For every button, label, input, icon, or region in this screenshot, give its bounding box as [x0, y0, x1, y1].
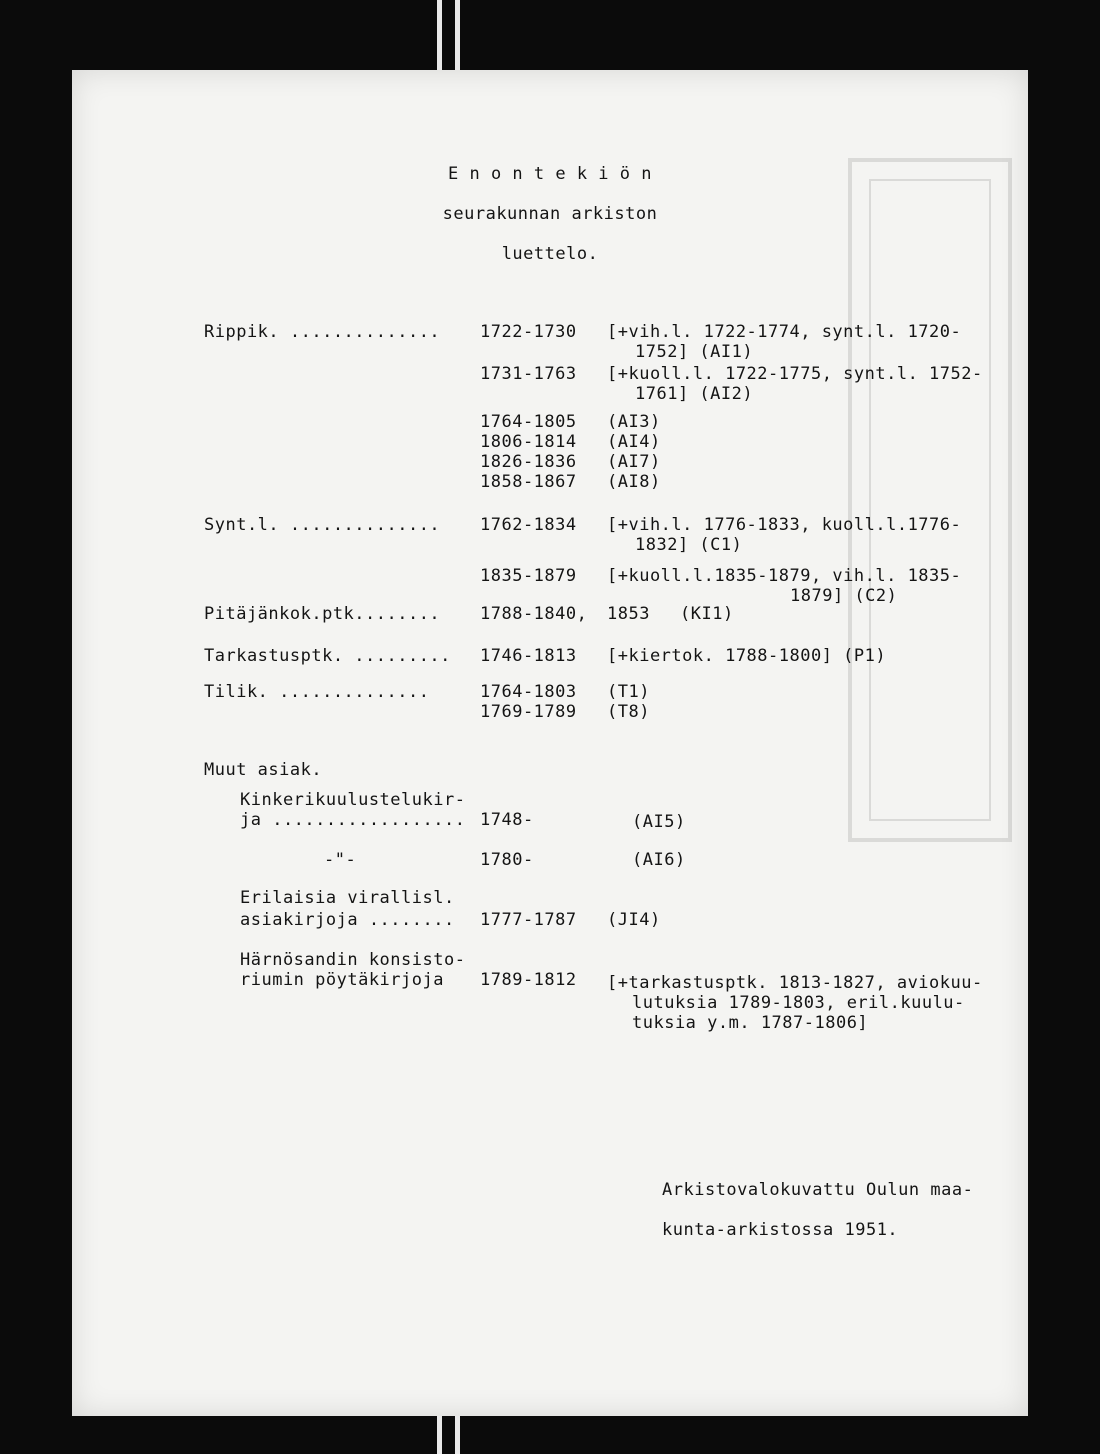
- synt-label: Synt.l. ..............: [204, 515, 441, 535]
- synt-note-2b: 1879] (C2): [790, 586, 898, 606]
- kinkeri-label-b: ja ..................: [240, 810, 466, 830]
- rippik-years-6: 1858-1867: [480, 472, 577, 492]
- synt-years-1: 1762-1834: [480, 515, 577, 535]
- rippik-note-2b: 1761] (AI2): [635, 384, 754, 404]
- rippik-code-3: (AI3): [607, 412, 661, 432]
- pitajankok-extra: 1853: [607, 604, 650, 624]
- harnosand-years: 1789-1812: [480, 970, 577, 990]
- muut-heading: Muut asiak.: [204, 760, 323, 780]
- erilaisia-label-b: asiakirjoja ........: [240, 910, 455, 930]
- synt-note-1a: [+vih.l. 1776-1833, kuoll.l.1776-: [607, 515, 962, 535]
- footer-note-line2: kunta-arkistossa 1951.: [662, 1220, 899, 1240]
- tarkastusptk-note: [+kiertok. 1788-1800] (P1): [607, 646, 887, 666]
- kinkeri-label-a: Kinkerikuulustelukir-: [240, 790, 466, 810]
- rippik-label: Rippik. ..............: [204, 322, 441, 342]
- rippik-note-1b: 1752] (AI1): [635, 342, 754, 362]
- kinkeri-code: (AI5): [632, 812, 686, 832]
- footer-note-line1: Arkistovalokuvattu Oulun maa-: [662, 1180, 974, 1200]
- harnosand-label-b: riumin pöytäkirjoja: [240, 970, 444, 990]
- rippik-note-1a: [+vih.l. 1722-1774, synt.l. 1720-: [607, 322, 962, 342]
- rippik-years-1: 1722-1730: [480, 322, 577, 342]
- tarkastusptk-years: 1746-1813: [480, 646, 577, 666]
- harnosand-note-a: [+tarkastusptk. 1813-1827, aviokuu-: [607, 973, 983, 993]
- tilik-years-1: 1764-1803: [480, 682, 577, 702]
- tilik-code-2: (T8): [607, 702, 650, 722]
- pitajankok-code: (KI1): [680, 604, 734, 624]
- ditto-year: 1780-: [480, 850, 534, 870]
- page-subtitle: seurakunnan arkiston: [442, 204, 658, 224]
- ditto-mark: -"-: [324, 850, 357, 870]
- tarkastusptk-label: Tarkastusptk. .........: [204, 646, 451, 666]
- rippik-code-6: (AI8): [607, 472, 661, 492]
- erilaisia-years: 1777-1787: [480, 910, 577, 930]
- rippik-code-5: (AI7): [607, 452, 661, 472]
- tilik-code-1: (T1): [607, 682, 650, 702]
- synt-years-2: 1835-1879: [480, 566, 577, 586]
- harnosand-note-b: lutuksia 1789-1803, eril.kuulu-: [632, 993, 965, 1013]
- rippik-years-3: 1764-1805: [480, 412, 577, 432]
- erilaisia-label-a: Erilaisia virallisl.: [240, 888, 455, 908]
- rippik-note-2a: [+kuoll.l. 1722-1775, synt.l. 1752-: [607, 364, 983, 384]
- document-page: [72, 70, 1028, 1416]
- tilik-years-2: 1769-1789: [480, 702, 577, 722]
- rippik-years-5: 1826-1836: [480, 452, 577, 472]
- pitajankok-years: 1788-1840,: [480, 604, 588, 624]
- rippik-code-4: (AI4): [607, 432, 661, 452]
- harnosand-label-a: Härnösandin konsisto-: [240, 950, 466, 970]
- pitajankok-label: Pitäjänkok.ptk........: [204, 604, 441, 624]
- synt-note-2a: [+kuoll.l.1835-1879, vih.l. 1835-: [607, 566, 962, 586]
- harnosand-note-c: tuksia y.m. 1787-1806]: [632, 1013, 869, 1033]
- page-title: E n o n t e k i ö n: [448, 164, 652, 184]
- ditto-code: (AI6): [632, 850, 686, 870]
- tilik-label: Tilik. ..............: [204, 682, 430, 702]
- rippik-years-2: 1731-1763: [480, 364, 577, 384]
- erilaisia-code: (JI4): [607, 910, 661, 930]
- kinkeri-year: 1748-: [480, 810, 534, 830]
- synt-note-1b: 1832] (C1): [635, 535, 743, 555]
- rippik-years-4: 1806-1814: [480, 432, 577, 452]
- page-subtitle-2: luettelo.: [501, 244, 599, 264]
